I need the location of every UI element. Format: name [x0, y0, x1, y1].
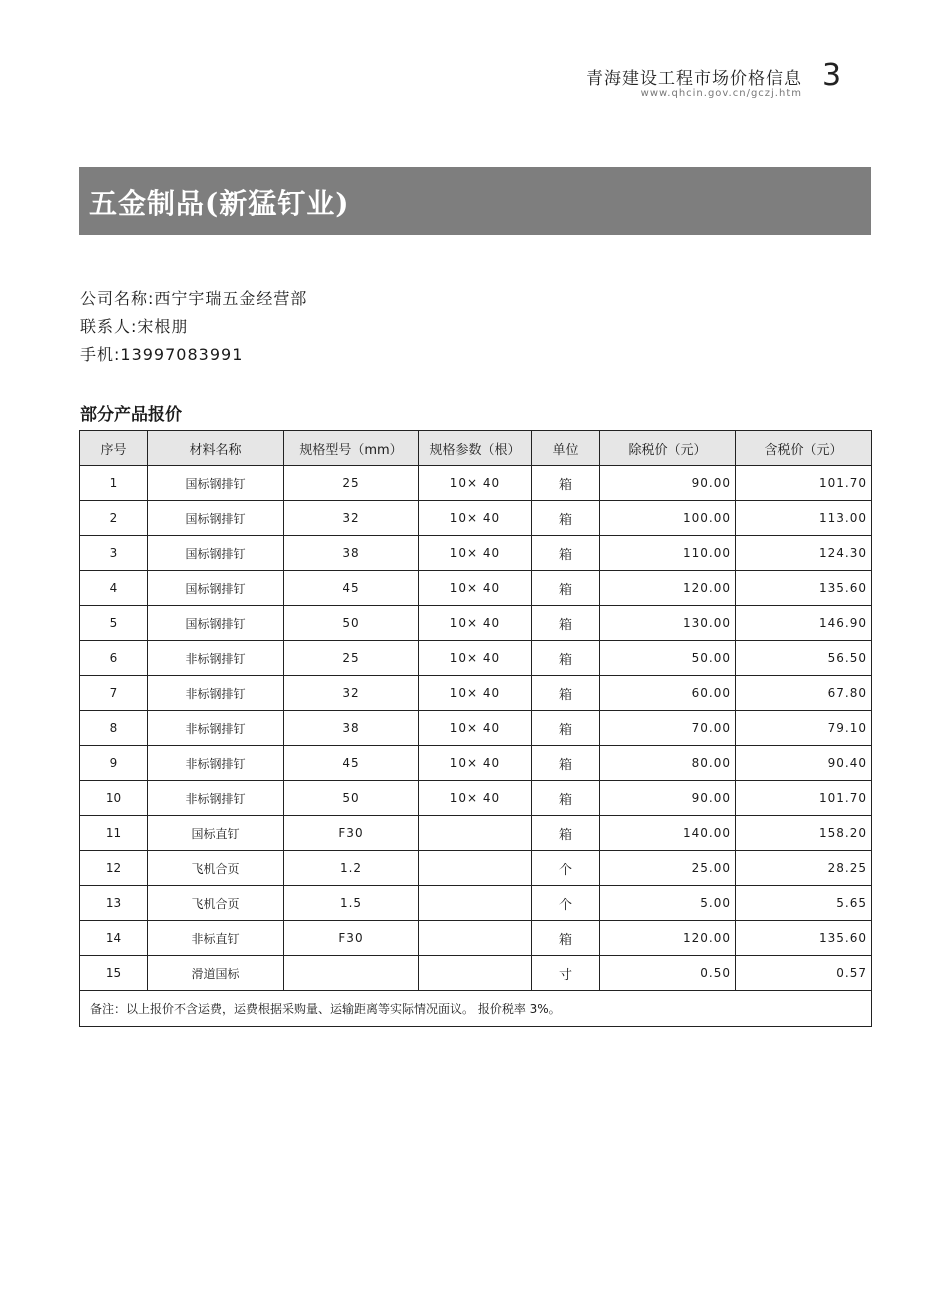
cell-params: 10× 40 [419, 536, 532, 571]
cell-price-ex-tax: 70.00 [600, 711, 736, 746]
cell-price-ex-tax: 100.00 [600, 501, 736, 536]
cell-price-inc-tax: 124.30 [736, 536, 872, 571]
cell-price-ex-tax: 120.00 [600, 571, 736, 606]
cell-price-inc-tax: 5.65 [736, 886, 872, 921]
cell-price-ex-tax: 0.50 [600, 956, 736, 991]
cell-price-inc-tax: 113.00 [736, 501, 872, 536]
table-row [80, 641, 872, 676]
cell-unit: 箱 [532, 536, 600, 571]
cell-params [419, 886, 532, 921]
cell-index: 1 [80, 466, 148, 501]
cell-material-name: 非标钢排钉 [148, 676, 284, 711]
cell-unit: 箱 [532, 641, 600, 676]
cell-index: 4 [80, 571, 148, 606]
table-note: 备注：以上报价不含运费，运费根据采购量、运输距离等实际情况面议。 报价税率 3%。 [80, 991, 872, 1027]
cell-material-name: 国标钢排钉 [148, 536, 284, 571]
cell-model: 50 [284, 606, 419, 641]
cell-index: 3 [80, 536, 148, 571]
cell-index: 10 [80, 781, 148, 816]
cell-index: 9 [80, 746, 148, 781]
cell-index: 14 [80, 921, 148, 956]
cell-price-ex-tax: 25.00 [600, 851, 736, 886]
cell-price-inc-tax: 0.57 [736, 956, 872, 991]
company-name: 公司名称:西宁宇瑞五金经营部 [80, 289, 308, 308]
header-price-ex-tax: 除税价（元） [600, 431, 736, 466]
cell-unit: 寸 [532, 956, 600, 991]
cell-params [419, 956, 532, 991]
cell-price-ex-tax: 60.00 [600, 676, 736, 711]
contact-person: 联系人:宋根朋 [80, 317, 189, 336]
banner-title: 五金制品(新猛钉业) [89, 187, 350, 220]
table-row [80, 746, 872, 781]
cell-price-inc-tax: 28.25 [736, 851, 872, 886]
header-params: 规格参数（根） [419, 431, 532, 466]
cell-model: 50 [284, 781, 419, 816]
cell-params: 10× 40 [419, 641, 532, 676]
cell-material-name: 非标直钉 [148, 921, 284, 956]
cell-params: 10× 40 [419, 501, 532, 536]
cell-params: 10× 40 [419, 781, 532, 816]
cell-material-name: 国标钢排钉 [148, 606, 284, 641]
header-title: 青海建设工程市场价格信息 [586, 69, 802, 89]
cell-model: 1.5 [284, 886, 419, 921]
table-row [80, 781, 872, 816]
cell-material-name: 国标钢排钉 [148, 466, 284, 501]
cell-material-name: 飞机合页 [148, 886, 284, 921]
cell-model: 25 [284, 641, 419, 676]
cell-material-name: 非标钢排钉 [148, 641, 284, 676]
page-number: 3 [822, 58, 842, 93]
cell-price-ex-tax: 80.00 [600, 746, 736, 781]
cell-price-inc-tax: 135.60 [736, 921, 872, 956]
cell-index: 11 [80, 816, 148, 851]
cell-unit: 箱 [532, 676, 600, 711]
cell-material-name: 非标钢排钉 [148, 711, 284, 746]
cell-index: 2 [80, 501, 148, 536]
cell-price-ex-tax: 90.00 [600, 781, 736, 816]
cell-model: 45 [284, 746, 419, 781]
table-header-row [80, 431, 872, 466]
cell-price-ex-tax: 110.00 [600, 536, 736, 571]
cell-price-inc-tax: 56.50 [736, 641, 872, 676]
table-row [80, 676, 872, 711]
cell-price-ex-tax: 130.00 [600, 606, 736, 641]
header-price-inc-tax: 含税价（元） [736, 431, 872, 466]
price-table [79, 430, 872, 1027]
cell-price-ex-tax: 5.00 [600, 886, 736, 921]
cell-price-inc-tax: 146.90 [736, 606, 872, 641]
cell-model [284, 956, 419, 991]
cell-unit: 箱 [532, 466, 600, 501]
table-row [80, 921, 872, 956]
cell-params [419, 851, 532, 886]
cell-price-inc-tax: 158.20 [736, 816, 872, 851]
cell-material-name: 非标钢排钉 [148, 781, 284, 816]
cell-params: 10× 40 [419, 746, 532, 781]
cell-price-inc-tax: 79.10 [736, 711, 872, 746]
cell-price-inc-tax: 101.70 [736, 781, 872, 816]
table-row [80, 501, 872, 536]
cell-model: F30 [284, 921, 419, 956]
cell-unit: 箱 [532, 921, 600, 956]
cell-params [419, 816, 532, 851]
cell-price-ex-tax: 90.00 [600, 466, 736, 501]
table-row [80, 851, 872, 886]
header-unit: 单位 [532, 431, 600, 466]
cell-material-name: 滑道国标 [148, 956, 284, 991]
cell-params: 10× 40 [419, 676, 532, 711]
cell-material-name: 国标钢排钉 [148, 571, 284, 606]
header-index: 序号 [80, 431, 148, 466]
cell-model: 38 [284, 711, 419, 746]
cell-unit: 箱 [532, 501, 600, 536]
cell-params: 10× 40 [419, 571, 532, 606]
cell-model: F30 [284, 816, 419, 851]
table-row [80, 886, 872, 921]
cell-price-inc-tax: 67.80 [736, 676, 872, 711]
table-row [80, 606, 872, 641]
table-row [80, 466, 872, 501]
cell-unit: 个 [532, 851, 600, 886]
cell-unit: 箱 [532, 816, 600, 851]
cell-params: 10× 40 [419, 606, 532, 641]
cell-params: 10× 40 [419, 711, 532, 746]
header-model: 规格型号（mm） [284, 431, 419, 466]
cell-model: 38 [284, 536, 419, 571]
cell-index: 6 [80, 641, 148, 676]
cell-index: 12 [80, 851, 148, 886]
cell-model: 45 [284, 571, 419, 606]
cell-unit: 箱 [532, 606, 600, 641]
cell-price-inc-tax: 90.40 [736, 746, 872, 781]
cell-unit: 箱 [532, 571, 600, 606]
cell-index: 5 [80, 606, 148, 641]
cell-unit: 箱 [532, 746, 600, 781]
cell-material-name: 国标直钉 [148, 816, 284, 851]
cell-price-ex-tax: 140.00 [600, 816, 736, 851]
table-row [80, 571, 872, 606]
phone-number: 手机:13997083991 [80, 345, 244, 364]
cell-material-name: 飞机合页 [148, 851, 284, 886]
cell-price-ex-tax: 50.00 [600, 641, 736, 676]
cell-unit: 箱 [532, 781, 600, 816]
cell-price-inc-tax: 135.60 [736, 571, 872, 606]
cell-index: 7 [80, 676, 148, 711]
cell-unit: 个 [532, 886, 600, 921]
table-row [80, 536, 872, 571]
cell-index: 15 [80, 956, 148, 991]
note-row [80, 991, 872, 1027]
cell-model: 32 [284, 676, 419, 711]
category-banner [79, 167, 871, 235]
table-row [80, 956, 872, 991]
table-row [80, 816, 872, 851]
cell-material-name: 非标钢排钉 [148, 746, 284, 781]
table-row [80, 711, 872, 746]
cell-model: 25 [284, 466, 419, 501]
cell-unit: 箱 [532, 711, 600, 746]
cell-index: 13 [80, 886, 148, 921]
cell-material-name: 国标钢排钉 [148, 501, 284, 536]
cell-price-inc-tax: 101.70 [736, 466, 872, 501]
cell-index: 8 [80, 711, 148, 746]
cell-model: 1.2 [284, 851, 419, 886]
cell-model: 32 [284, 501, 419, 536]
cell-price-ex-tax: 120.00 [600, 921, 736, 956]
header-url: www.qhcin.gov.cn/gczj.htm [640, 88, 802, 99]
section-title: 部分产品报价 [80, 405, 182, 425]
cell-params: 10× 40 [419, 466, 532, 501]
cell-params [419, 921, 532, 956]
header-material-name: 材料名称 [148, 431, 284, 466]
